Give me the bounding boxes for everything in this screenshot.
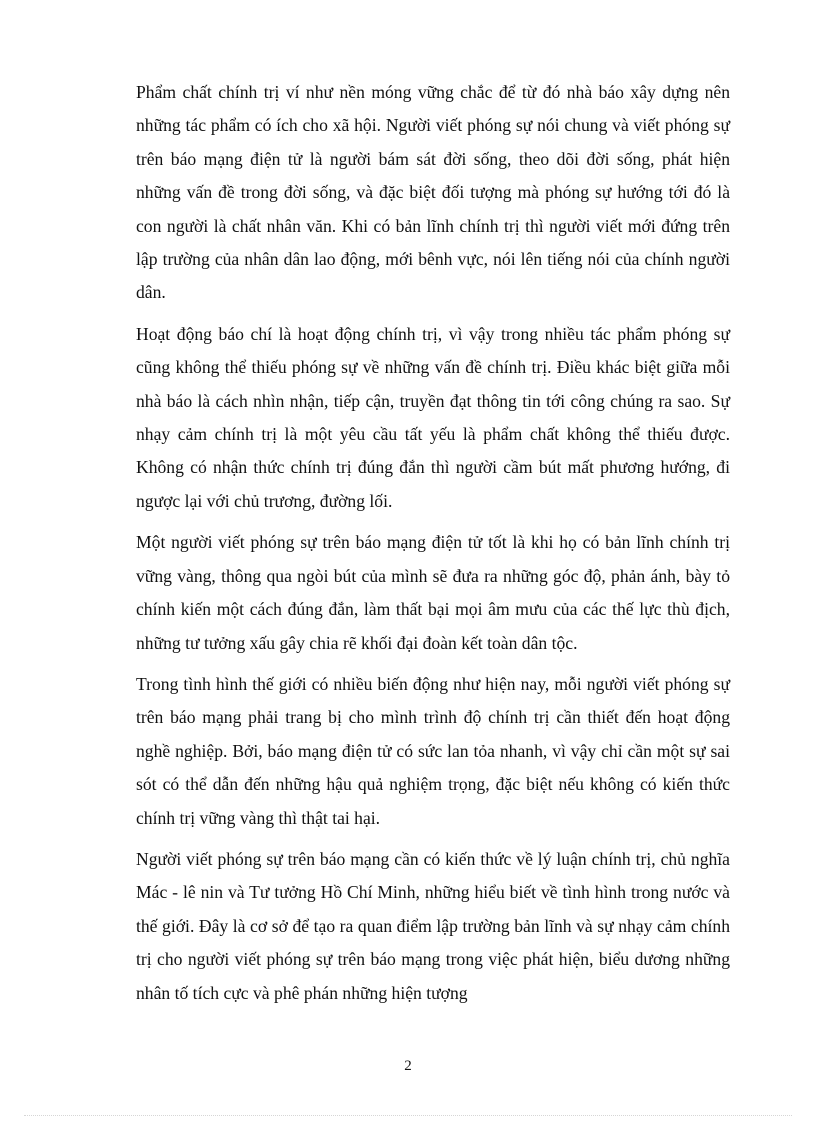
paragraph-1: Phẩm chất chính trị ví như nền móng vững chắc để từ đó nhà báo xây dựng nên những tác phẩm có ích cho xã hội. Người viết phóng sự nói chung và viết phóng sự trên báo mạng điện tử là người bám sát đời sống, theo dõi đời sống, phát hiện những vấn đề trong đời sống, và đặc biệt đối tượng mà phóng sự hướng tới đó là con người là chất nhân văn. Khi có bản lĩnh chính trị thì người viết mới đứng trên lập trường của nhân dân lao động, mới bênh vực, nói lên tiếng nói của chính người dân. <box>136 82 730 303</box>
paragraph-5: Người viết phóng sự trên báo mạng cần có kiến thức về lý luận chính trị, chủ nghĩa Mác - lê nin và Tư tưởng Hồ Chí Minh, những hiểu biết về tình hình trong nước và thế giới. Đây là cơ sở để tạo ra quan điểm lập trường bản lĩnh và sự nhạy cảm chính trị cho người viết phóng sự trên báo mạng trong việc phát hiện, biểu dương những nhân tố tích cực và phê phán những hiện tượng <box>136 848 730 1003</box>
paragraph-4: Trong tình hình thế giới có nhiều biến động như hiện nay, mỗi người viết phóng sự trên báo mạng phải trang bị cho mình trình độ chính trị cần thiết đến hoạt động nghề nghiệp. Bởi, báo mạng điện tử có sức lan tỏa nhanh, vì vậy chỉ cần một sự sai sót có thể dẫn đến những hậu quả nghiệm trọng, đặc biệt nếu không có kiến thức chính trị vững vàng thì thật tai hại. <box>136 673 730 828</box>
paragraph-3: Một người viết phóng sự trên báo mạng điện tử tốt là khi họ có bản lĩnh chính trị vững vàng, thông qua ngòi bút của mình sẽ đưa ra những góc độ, phản ánh, bày tỏ chính kiến một cách đúng đắn, làm thất bại mọi âm mưu của các thế lực thù địch, những tư tưởng xấu gây chia rẽ khối đại đoàn kết toàn dân tộc. <box>136 532 730 653</box>
document-page <box>136 76 730 1018</box>
page-number: 2 <box>404 1058 412 1074</box>
page-bottom-divider <box>24 1115 792 1116</box>
paragraph-2: Hoạt động báo chí là hoạt động chính trị, vì vậy trong nhiều tác phẩm phóng sự cũng không thể thiếu phóng sự về những vấn đề chính trị. Điều khác biệt giữa mỗi nhà báo là cách nhìn nhận, tiếp cận, truyền đạt thông tin tới công chúng ra sao. Sự nhạy cảm chính trị là một yêu cầu tất yếu là phẩm chất không thể thiếu được. Không có nhận thức chính trị đúng đắn thì người cầm bút mất phương hướng, đi ngược lại với chủ trương, đường lối. <box>136 323 730 511</box>
